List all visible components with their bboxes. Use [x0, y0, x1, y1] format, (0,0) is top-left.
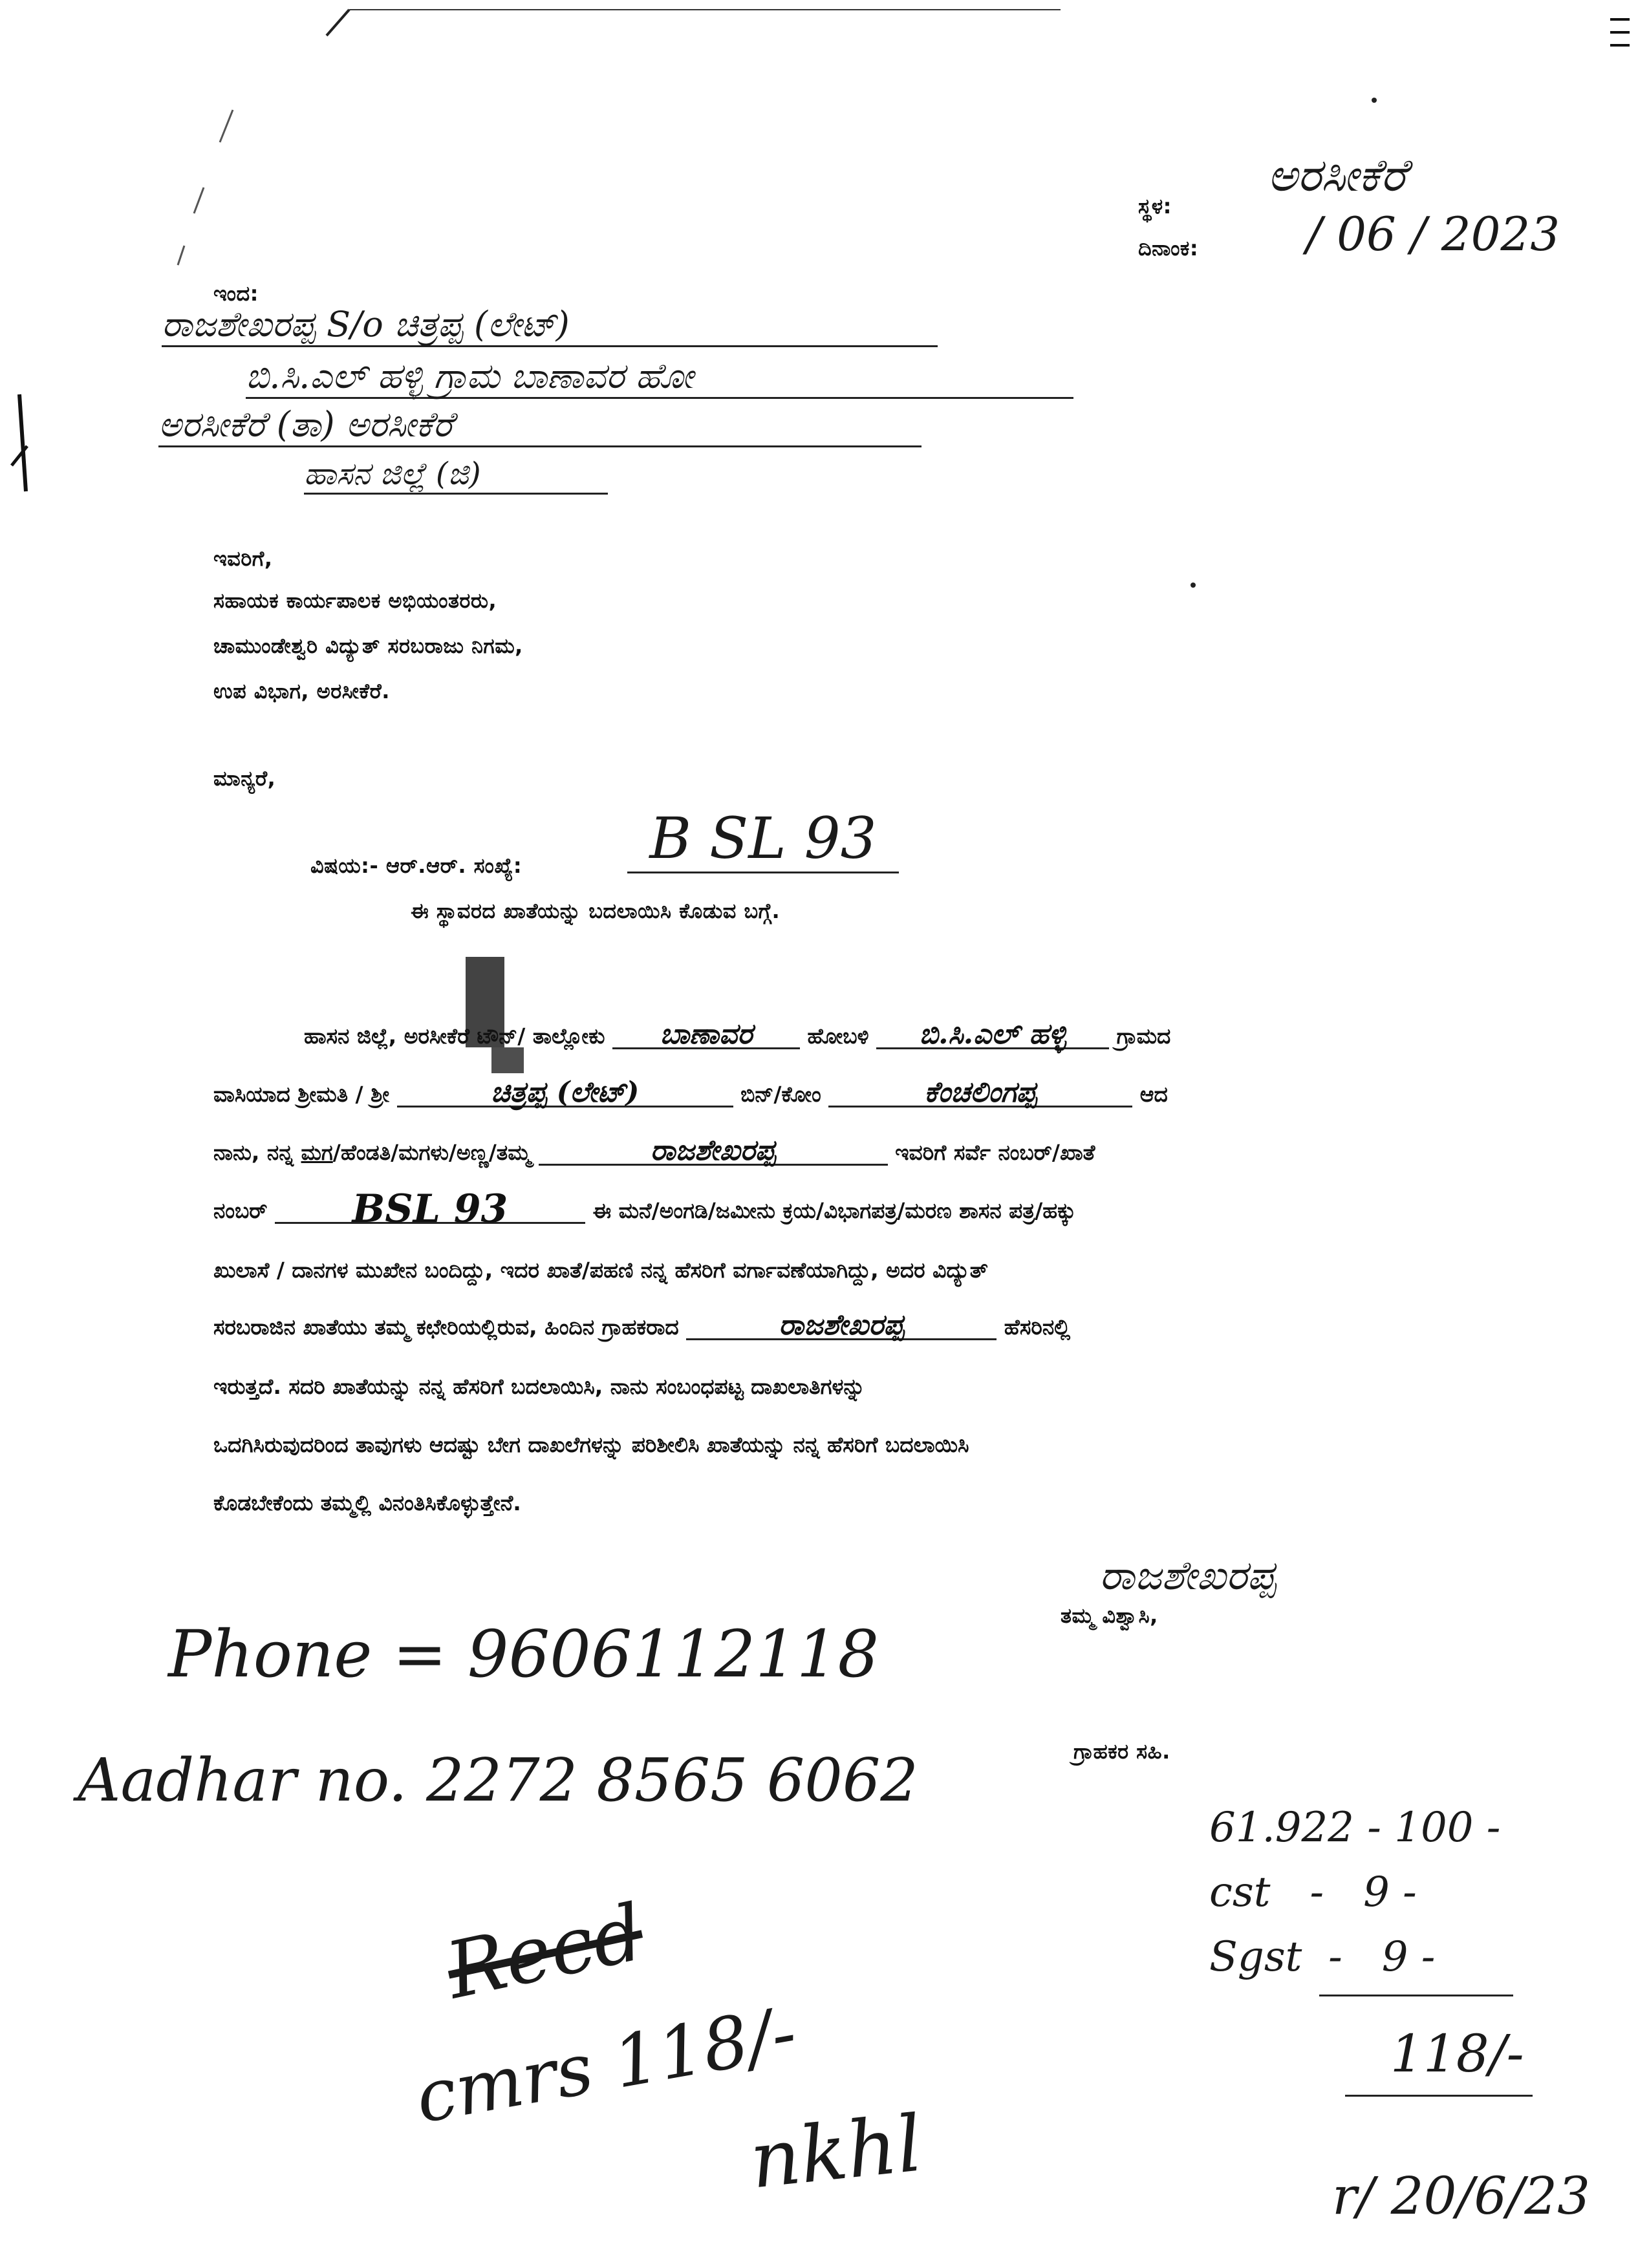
recd-note: Recd	[438, 1887, 651, 2017]
phone-note: Phone = 9606112118	[168, 1616, 879, 1692]
body-text: ಹೋಬಳಿ	[807, 1023, 869, 1049]
date-note: r/ 20/6/23	[1332, 2166, 1591, 2226]
from-line-2: ಬಿ.ಸಿ.ಎಲ್ ಹಳ್ಳಿ ಗ್ರಾಮ ಬಾಣಾವರ ಹೋ	[246, 356, 1073, 399]
body-text: /ಹೆಂಡತಿ/ಮಗಳು/ಅಣ್ಣ/ತಮ್ಮ	[332, 1140, 532, 1165]
body-line-6	[213, 1309, 1429, 1342]
khata-fill: BSL 93	[275, 1196, 585, 1224]
cmrs-note: cmrs 118/-	[409, 1991, 803, 2139]
from-line-4: ಹಾಸನ ಜಿಲ್ಲೆ (ಜಿ)	[304, 456, 608, 495]
body-text: ನಾನು, ನನ್ನ	[213, 1140, 294, 1165]
taluk-fill: ಬಾಣಾವರ	[612, 1022, 800, 1049]
calc-line-3: Sgst - 9 -	[1209, 1933, 1436, 1981]
to-line-3: ಉಪ ವಿಭಾಗ, ಅರಸೀಕೆರೆ.	[213, 679, 390, 703]
body-text: ಆದ	[1139, 1082, 1168, 1107]
father-fill: ಕೆಂಚಲಿಂಗಪ್ಪ	[828, 1080, 1132, 1107]
rr-number: B SL 93	[627, 805, 899, 873]
calc-total-underline	[1345, 2095, 1533, 2097]
body-line-7: ಇರುತ್ತದೆ. ಸದರಿ ಖಾತೆಯನ್ನು ನನ್ನ ಹೆಸರಿಗೆ ಬದಲಾಯಿಸಿ, ನಾನು ಸಂಬಂಧಪಟ್ಟ ದಾಖಲಾತಿಗಳನ್ನು	[213, 1374, 865, 1399]
body-text: ಬಿನ್/ಕೋಂ	[740, 1082, 821, 1107]
initials-note: nkhl	[746, 2099, 927, 2207]
body-text: ನಂಬರ್	[213, 1198, 268, 1223]
place-value: ಅರಸೀಕೆರೆ	[1267, 149, 1406, 202]
body-text: ಈ ಮನೆ/ಅಂಗಡಿ/ಜಮೀನು ಕ್ರಯ/ವಿಭಾಗಪತ್ರ/ಮರಣ ಶಾಸನ ಪತ್ರ/ಹಕ್ಕು	[592, 1198, 1076, 1223]
date-value: / 06 / 2023	[1306, 207, 1560, 261]
from-label: ಇಂದ:	[213, 281, 259, 306]
calc-rule	[1319, 1995, 1513, 1996]
to-line-2: ಚಾಮುಂಡೇಶ್ವರಿ ವಿದ್ಯುತ್ ಸರಬರಾಜು ನಿಗಮ,	[213, 634, 523, 658]
calc-line-2: cst - 9 -	[1209, 1868, 1417, 1916]
body-line-8: ಒದಗಿಸಿರುವುದರಿಂದ ತಾವುಗಳು ಆದಷ್ಟು ಬೇಗ ದಾಖಲೆಗಳನ್ನು ಪರಿಶೀಲಿಸಿ ಖಾತೆಯನ್ನು ನನ್ನ ಹೆಸರಿಗೆ ಬದಲಾಯಿಸಿ	[213, 1432, 969, 1457]
to-label: ಇವರಿಗೆ,	[213, 546, 273, 571]
body-text: ಇವರಿಗೆ ಸರ್ವೆ ನಂಬರ್/ಖಾತೆ	[895, 1140, 1095, 1165]
body-text: ಹಾಸನ ಜಿಲ್ಲೆ, ಅರಸೀಕೆರೆ ಟೌನ್/ ತಾಲ್ಲೋಕು	[304, 1023, 605, 1049]
subject-label: ವಿಷಯ:- ಆರ್.ಆರ್. ಸಂಖ್ಯೆ:	[310, 853, 523, 878]
body-line-9: ಕೊಡಬೇಕೆಂದು ತಮ್ಮಲ್ಲಿ ವಿನಂತಿಸಿಕೊಳ್ಳುತ್ತೇನೆ.	[213, 1490, 521, 1515]
body-text: ಹೆಸರಿನಲ್ಲಿ	[1004, 1314, 1071, 1340]
yours-faithfully: ತಮ್ಮ ವಿಶ್ವಾಸಿ,	[1061, 1603, 1158, 1628]
calc-line-1: 61.922 - 100 -	[1209, 1804, 1501, 1852]
body-text: ಗ್ರಾಮದ	[1116, 1023, 1171, 1049]
aadhar-note: Aadhar no. 2272 8565 6062	[78, 1746, 918, 1815]
from-line-3: ಅರಸೀಕೆರೆ (ತಾ) ಅರಸೀಕೆರೆ	[158, 404, 921, 447]
body-line-3	[213, 1134, 1429, 1167]
body-text: ವಾಸಿಯಾದ ಶ್ರೀಮತಿ / ಶ್ರೀ	[213, 1082, 390, 1107]
name-fill: ಚಿತ್ರಪ್ಪ (ಲೇಟ್)	[397, 1080, 733, 1107]
body-line-2	[213, 1076, 1429, 1109]
calc-total: 118/-	[1390, 2024, 1524, 2084]
relation-selected: ಮಗ	[301, 1140, 333, 1165]
prev-customer-fill: ರಾಜಶೇಖರಪ್ಪ	[686, 1312, 997, 1340]
subject-line-2: ಈ ಸ್ಥಾವರದ ಖಾತೆಯನ್ನು ಬದಲಾಯಿಸಿ ಕೊಡುವ ಬಗ್ಗೆ.	[411, 899, 781, 923]
customer-signature: ರಾಜಶೇಖರಪ್ಪ	[1099, 1552, 1277, 1599]
body-line-1	[213, 1018, 1520, 1051]
body-line-5: ಖುಲಾಸೆ / ದಾನಗಳ ಮುಖೇನ ಬಂದಿದ್ದು, ಇದರ ಖಾತೆ/ಪಹಣಿ ನನ್ನ ಹೆಸರಿಗೆ ವರ್ಗಾವಣೆಯಾಗಿದ್ದು, ಅದರ ವಿದ್ಯುತ್	[213, 1257, 988, 1283]
village-fill: ಬಿ.ಸಿ.ಎಲ್ ಹಳ್ಳಿ	[876, 1022, 1109, 1049]
place-label: ಸ್ಥಳ:	[1138, 194, 1172, 219]
body-text: ಸರಬರಾಜಿನ ಖಾತೆಯು ತಮ್ಮ ಕಛೇರಿಯಲ್ಲಿರುವ, ಹಿಂದಿನ ಗ್ರಾಹಕರಾದ	[213, 1314, 679, 1340]
date-label: ದಿನಾಂಕ:	[1138, 236, 1199, 261]
body-line-4	[213, 1186, 1429, 1232]
to-line-1: ಸಹಾಯಕ ಕಾರ್ಯಪಾಲಕ ಅಭಿಯಂತರರು,	[213, 588, 497, 613]
relative-fill: ರಾಜಶೇಖರಪ್ಪ	[539, 1138, 888, 1166]
salutation: ಮಾನ್ಯರೆ,	[213, 766, 276, 791]
from-line-1: ರಾಜಶೇಖರಪ್ಪ S/o ಚಿತ್ರಪ್ಪ (ಲೇಟ್)	[162, 304, 938, 347]
customer-sign-label: ಗ್ರಾಹಕರ ಸಹಿ.	[1073, 1739, 1170, 1764]
